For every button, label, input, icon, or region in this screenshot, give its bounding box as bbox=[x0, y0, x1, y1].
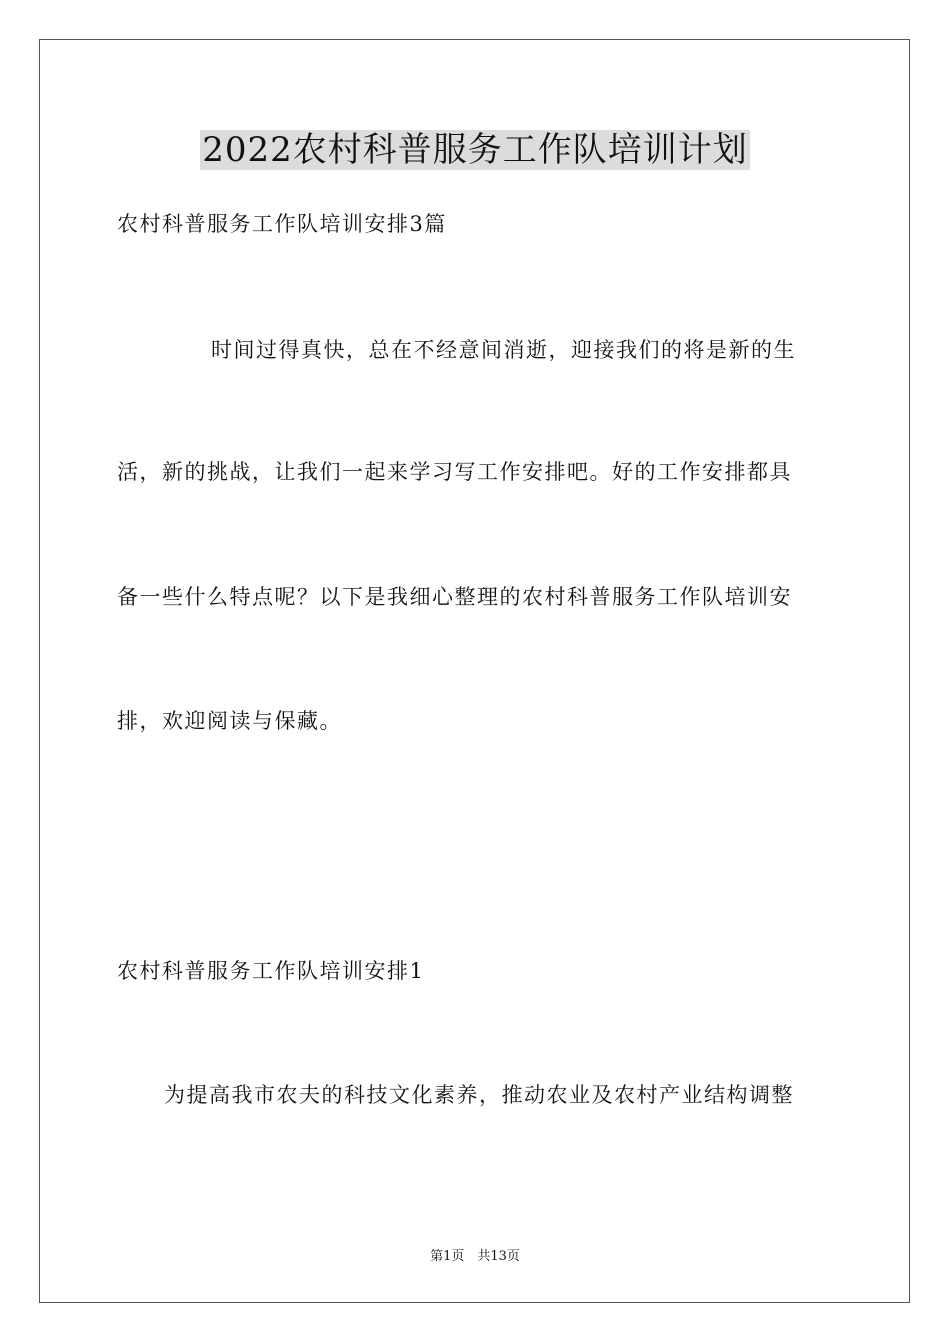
section-paragraph-line-1: 为提高我市农夫的科技文化素养，推动农业及农村产业结构调整 bbox=[164, 1083, 794, 1107]
intro-line-3: 备一些什么特点呢？以下是我细心整理的农村科普服务工作队培训安 bbox=[117, 585, 792, 609]
intro-line-1: 时间过得真快，总在不经意间消逝，迎接我们的将是新的生 bbox=[211, 338, 796, 362]
intro-line-4: 排，欢迎阅读与保藏。 bbox=[117, 709, 342, 733]
document-subtitle: 农村科普服务工作队培训安排3篇 bbox=[117, 212, 447, 236]
document-title bbox=[0, 128, 950, 172]
intro-line-2: 活，新的挑战，让我们一起来学习写工作安排吧。好的工作安排都具 bbox=[117, 460, 792, 484]
section-heading: 农村科普服务工作队培训安排1 bbox=[117, 959, 425, 983]
page-footer: 第1页 共13页 bbox=[430, 1249, 520, 1264]
document-title-text: 2022农村科普服务工作队培训计划 bbox=[202, 130, 748, 170]
